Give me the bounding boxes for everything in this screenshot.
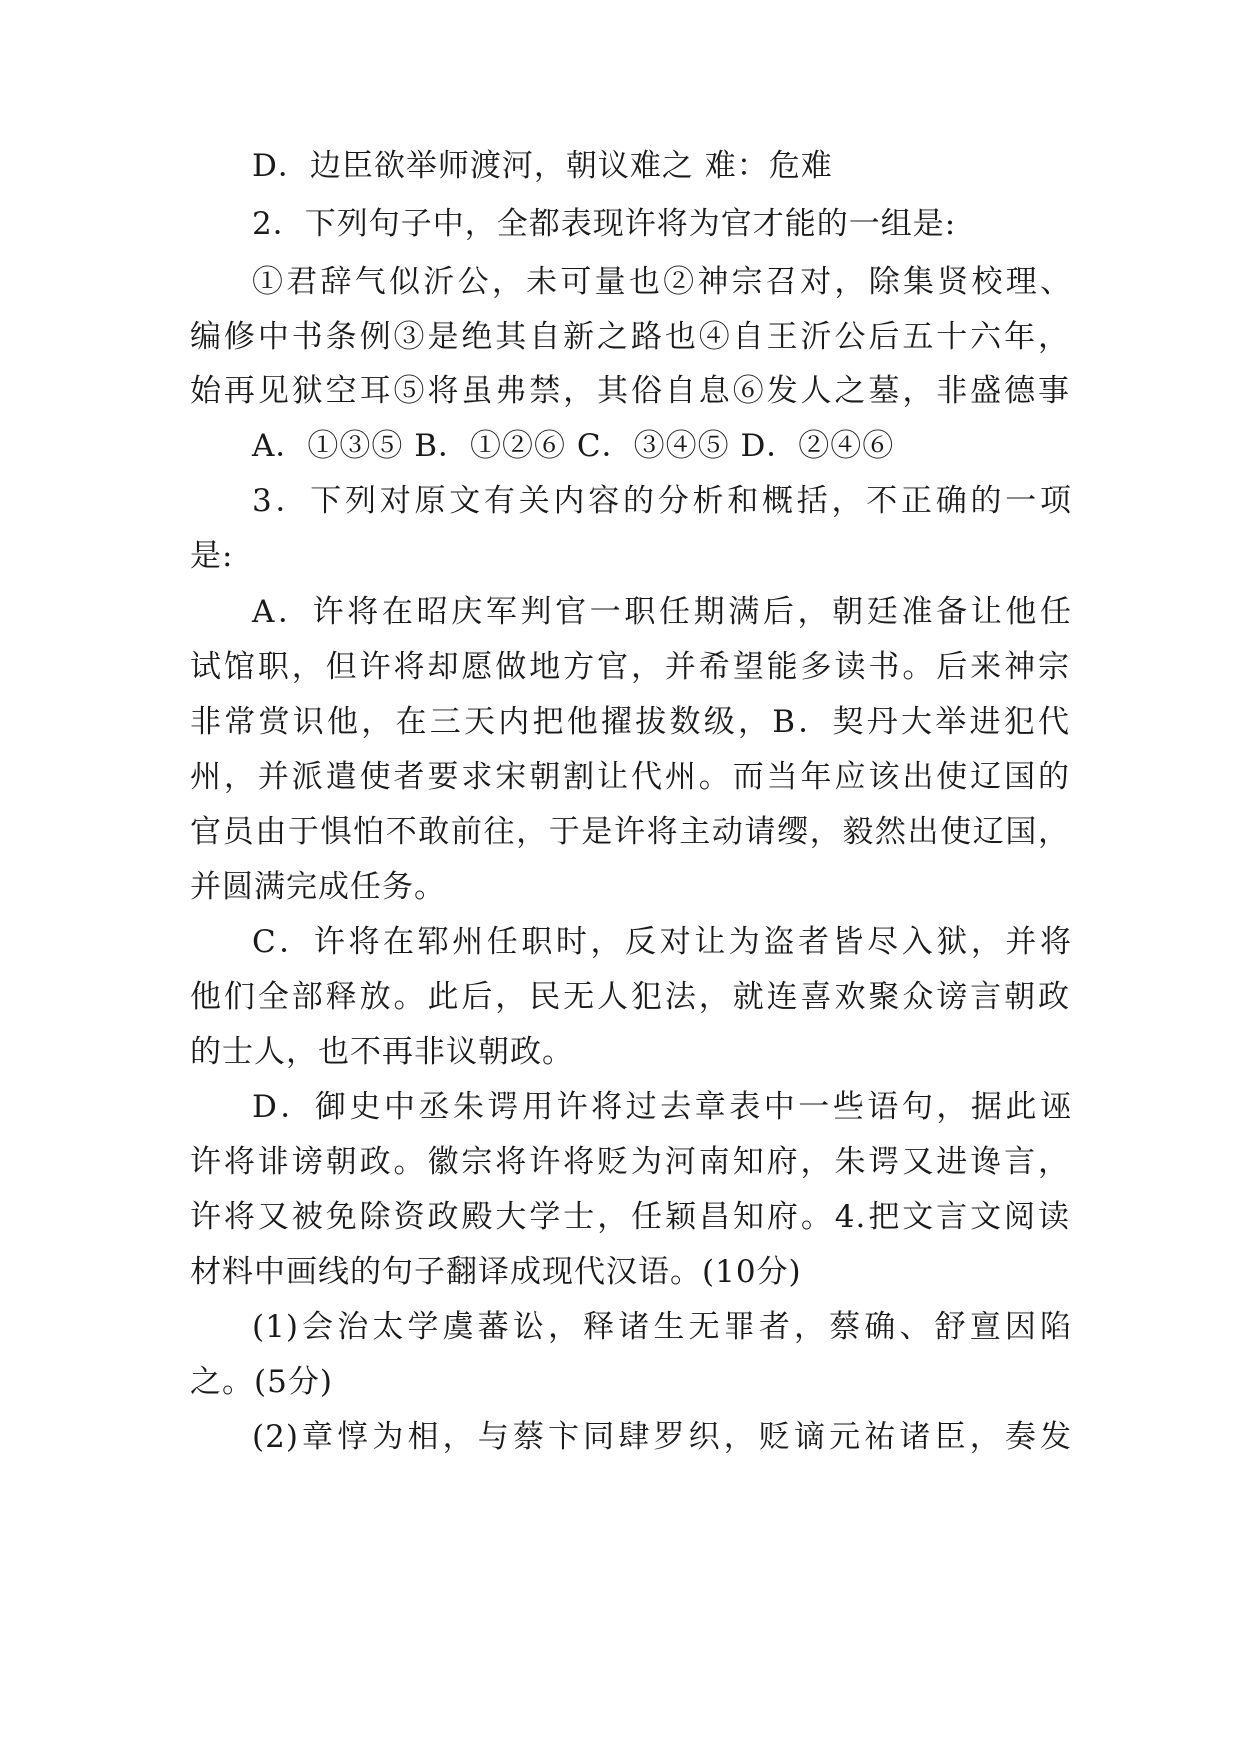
question-4-item-2-line-1: (2)章惇为相，与蔡卞同肆罗织，贬谪元祐诸臣，奏发 [252,1419,1072,1455]
question-3-stem-line-1: 3．下列对原文有关内容的分析和概括，不正确的一项 [252,483,1072,519]
question-3-option-c-line-3: 的士人，也不再非议朝政。 [190,1034,574,1070]
question-4-item-1-line-2: 之。(5分) [190,1364,333,1400]
question-3-stem-line-2: 是: [190,538,234,574]
question-4-item-1-line-1: (1)会治太学虞蕃讼，释诸生无罪者，蔡确、舒亶因陷 [252,1309,1072,1345]
question-2-sentences-line-3: 始再见狱空耳⑤将虽弗禁，其俗自息⑥发人之墓，非盛德事 [190,373,1070,409]
question-2-stem: 2．下列句子中，全都表现许将为官才能的一组是: [252,206,957,242]
question-3-option-b-line-3: 并圆满完成任务。 [190,869,446,905]
question-3-option-a-line-1: A．许将在昭庆军判官一职任期满后，朝廷准备让他任 [252,594,1072,630]
question-2-options: A．①③⑤ B．①②⑥ C．③④⑤ D．②④⑥ [252,428,895,464]
question-2-sentences-line-1: ①君辞气似沂公，未可量也②神宗召对，除集贤校理、 [252,264,1072,300]
question-3-option-b-line-2: 官员由于惧怕不敢前往，于是许将主动请缨，毅然出使辽国， [190,814,1070,850]
question-3-option-b-line-1: 州，并派遣使者要求宋朝割让代州。而当年应该出使辽国的 [190,759,1070,795]
question-3-option-c-line-1: C．许将在郓州任职时，反对让为盗者皆尽入狱，并将 [252,924,1072,960]
question-3-option-d-line-2: 许将诽谤朝政。徽宗将许将贬为河南知府，朱谔又进谗言， [190,1144,1070,1180]
question-2-sentences-line-2: 编修中书条例③是绝其自新之路也④自王沂公后五十六年， [190,319,1070,355]
question-3-option-d-line-1: D．御史中丞朱谔用许将过去章表中一些语句，据此诬 [252,1089,1072,1125]
question-3-option-a-line-2: 试馆职，但许将却愿做地方官，并希望能多读书。后来神宗 [190,649,1070,685]
question-3-option-c-line-2: 他们全部释放。此后，民无人犯法，就连喜欢聚众谤言朝政 [190,979,1070,1015]
question-4-stem: 材料中画线的句子翻译成现代汉语。(10分) [190,1254,802,1290]
question-3-option-a-line-3: 非常赏识他，在三天内把他擢拔数级，B．契丹大举进犯代 [190,704,1070,740]
question-3-option-d-line-3: 许将又被免除资政殿大学士，任颖昌知府。4.把文言文阅读 [190,1199,1070,1235]
option-d-line: D．边臣欲举师渡河，朝议难之 难：危难 [252,148,833,184]
